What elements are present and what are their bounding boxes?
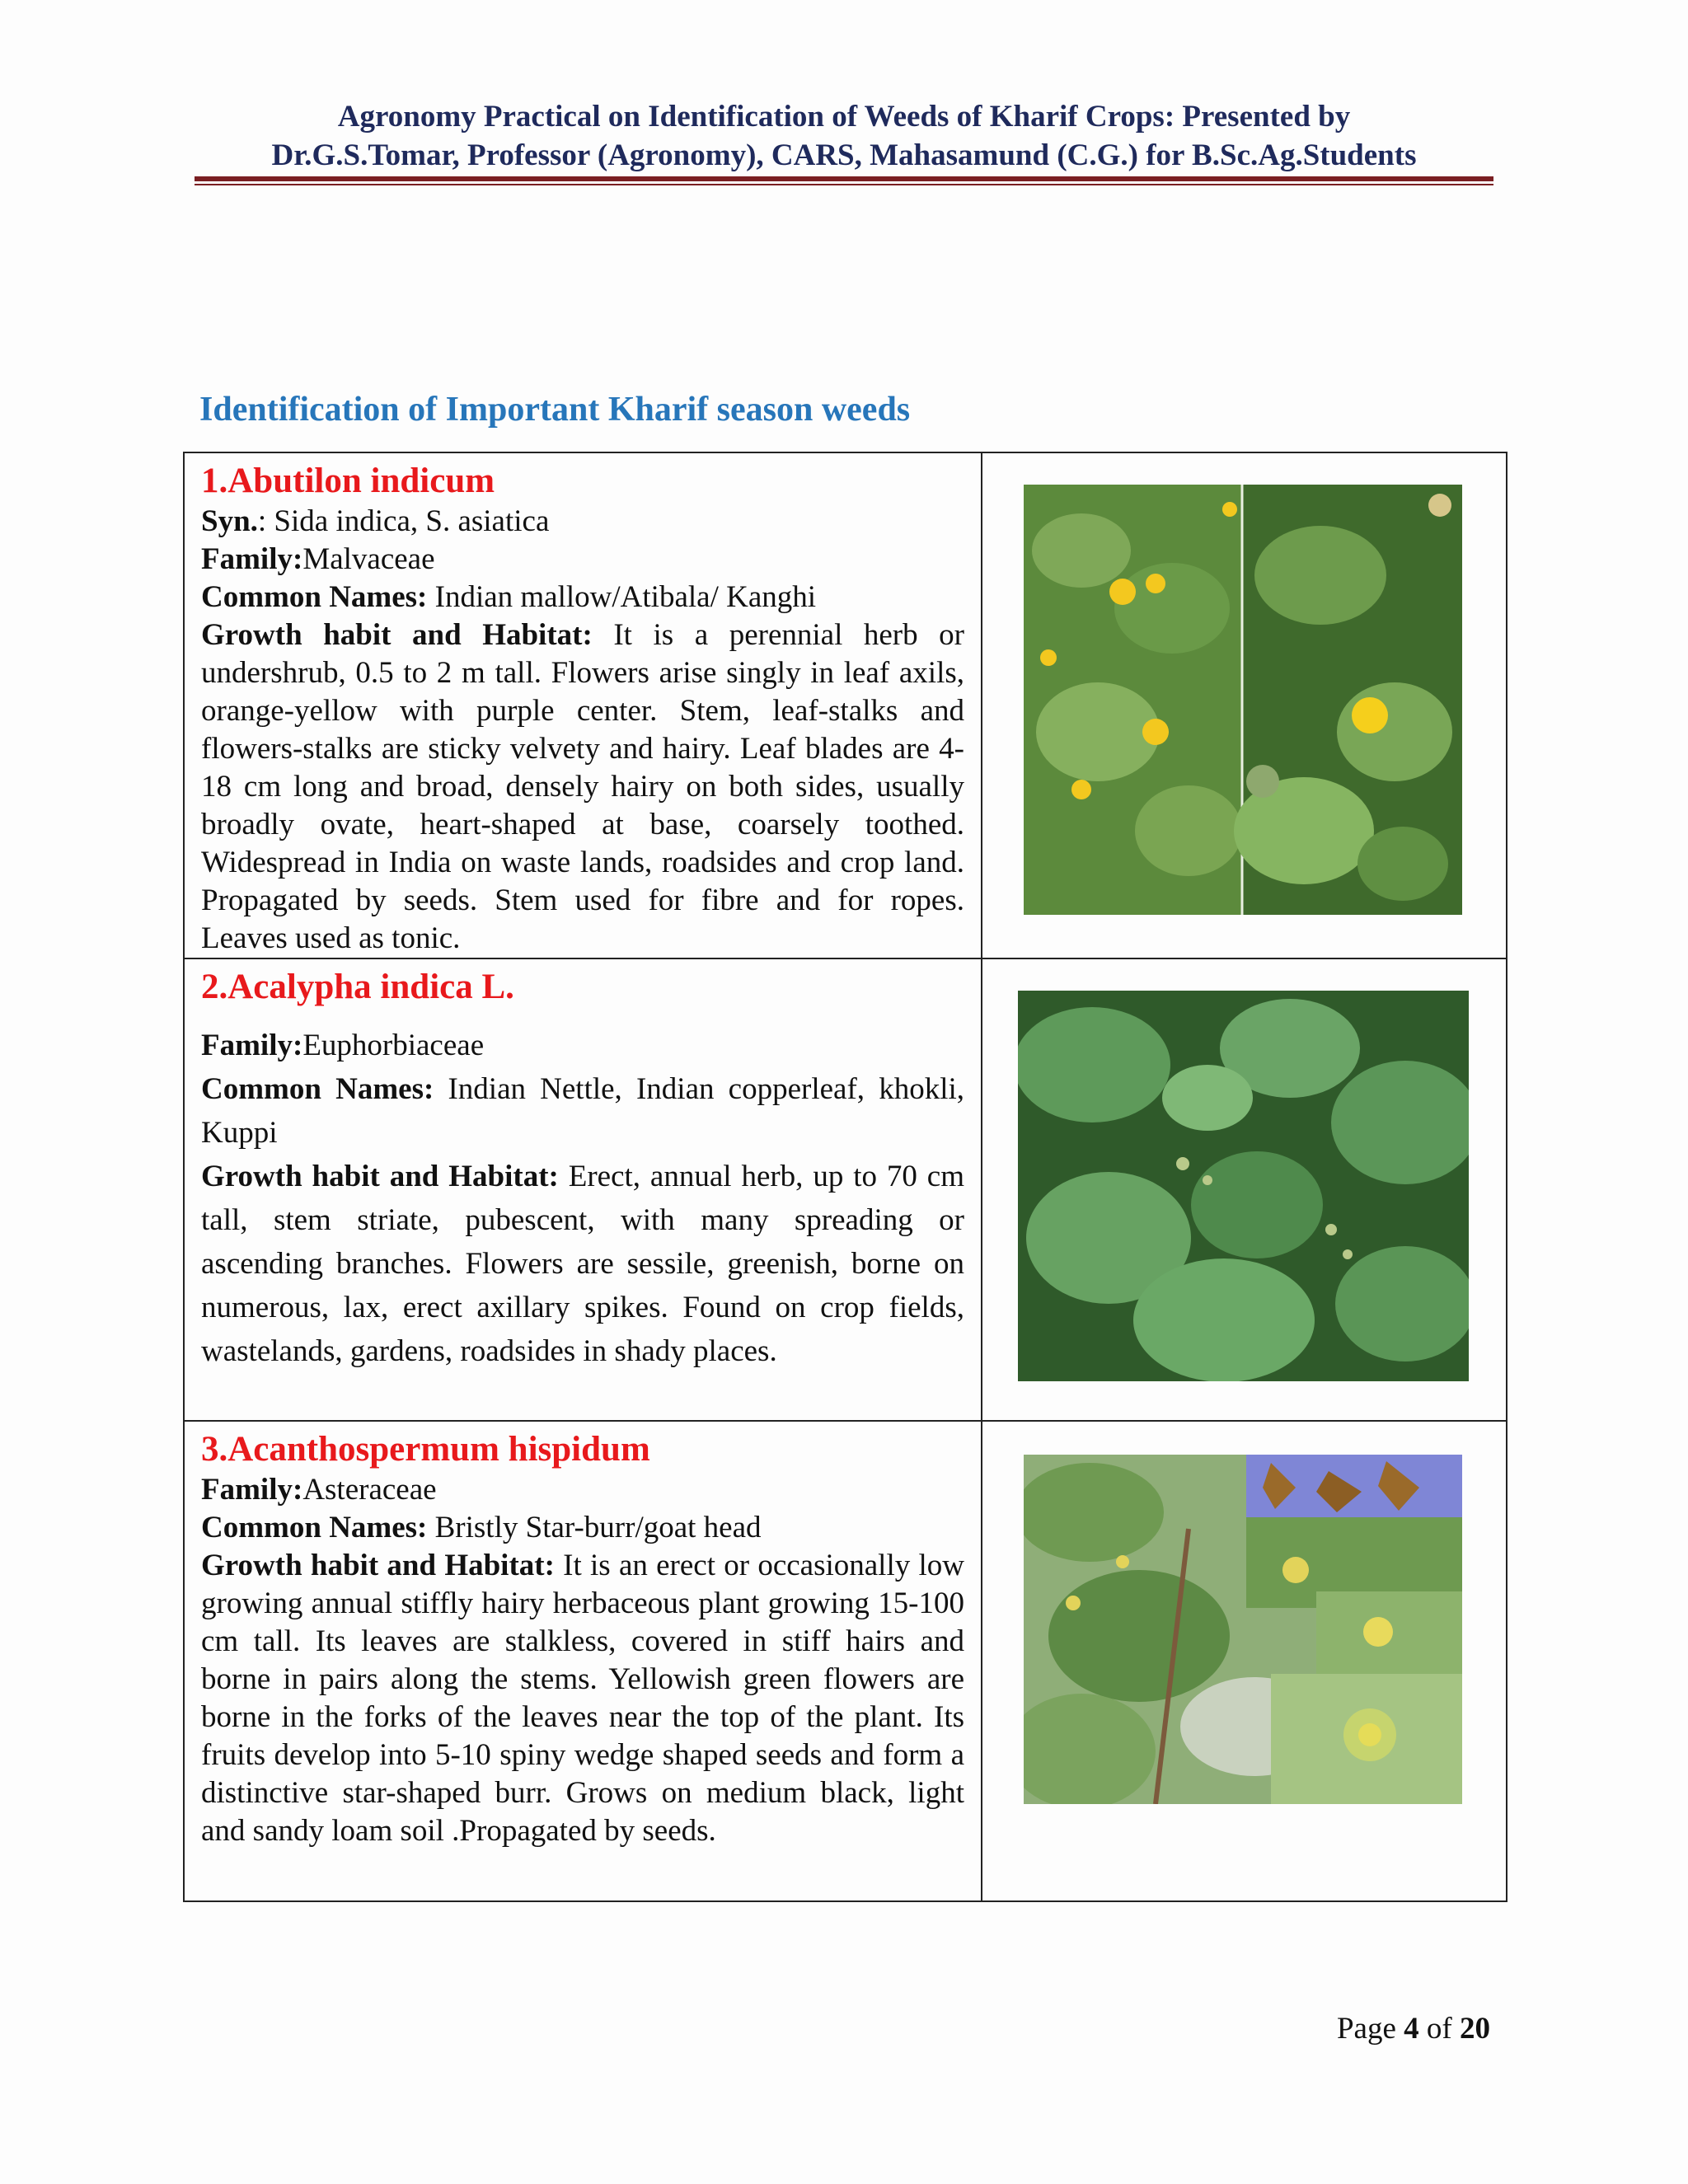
family-value: Asteraceae xyxy=(302,1473,437,1507)
weed-text-cell xyxy=(184,452,982,958)
common-names-value: Indian Nettle, Indian copperleaf, khokli, Kuppi xyxy=(201,1072,965,1150)
common-names-value: Bristly Star-burr/goat head xyxy=(427,1511,762,1544)
weed-image-cell xyxy=(982,958,1507,1421)
header-rule-thin xyxy=(195,184,1493,185)
habit-paragraph xyxy=(201,1547,964,1850)
section-title: Identification of Important Kharif season weeds xyxy=(199,391,911,429)
acalypha-photo xyxy=(1018,991,1469,1381)
page-total: 20 xyxy=(1460,2012,1490,2046)
habit-value: It is a perennial herb or undershrub, 0.5 to 2 m tall. Flowers arise singly in leaf axils, orange-yellow with purple center. Stem, leaf-stalks and flowers-stalks are sticky velvety and hairy. Leaf blades are 4-18 cm long and broad, densely hairy on both sides, usually broadly ovate, heart-shaped at base, coarsely toothed. Widespread in India on waste lands, roadsides and crop land. Propagated by seeds. Stem used for fibre and for ropes. Leaves used as tonic. xyxy=(201,618,964,955)
family-line xyxy=(201,1024,964,1067)
habit-paragraph xyxy=(201,1155,964,1373)
habit-value: It is an erect or occasionally low growing annual stiffly hairy herbaceous plant growing 15-100 cm tall. Its leaves are stalkless, covered in stiff hairs and borne in pairs along the stems. Yellowish green flowers are borne in the forks of the leaves near the top of the plant. Its fruits develop into 5-10 spiny wedge shaped seeds and form a distinctive star-shaped burr. Grows on medium black, light and sandy loam soil .Propagated by seeds. xyxy=(201,1549,964,1848)
weed-name: 3.Acanthospermum hispidum xyxy=(201,1430,650,1469)
weed-text-cell xyxy=(184,958,982,1421)
family-label: Family: xyxy=(201,1473,303,1507)
weed-row xyxy=(184,1421,1507,1901)
common-names-label: Common Names: xyxy=(201,580,428,614)
family-value: Malvaceae xyxy=(302,542,435,576)
weed-text-cell xyxy=(184,1421,982,1901)
acanthospermum-photo xyxy=(1024,1455,1462,1804)
family-value: Euphorbiaceae xyxy=(302,1029,485,1062)
weed-row xyxy=(184,452,1507,958)
page-word: Page xyxy=(1336,2012,1404,2046)
common-names-line xyxy=(201,1509,964,1547)
weeds-table xyxy=(183,452,1507,1902)
page-number xyxy=(1337,2011,1490,2046)
common-names-line xyxy=(201,1067,964,1155)
synonym-label: Syn. xyxy=(201,504,258,538)
synonym-line xyxy=(201,503,964,541)
weed-image-cell xyxy=(982,1421,1507,1901)
habit-label: Growth habit and Habitat: xyxy=(201,1549,555,1582)
family-label: Family: xyxy=(201,1029,303,1062)
family-line xyxy=(201,1471,964,1509)
page-header xyxy=(195,97,1493,175)
weed-image-cell xyxy=(982,452,1507,958)
weed-name: 1.Abutilon indicum xyxy=(201,462,495,500)
header-line-1: Agronomy Practical on Identification of Weeds of Kharif Crops: Presented by xyxy=(337,100,1351,134)
habit-label: Growth habit and Habitat: xyxy=(201,1160,559,1193)
habit-label: Growth habit and Habitat: xyxy=(201,618,593,652)
header-line-2: Dr.G.S.Tomar, Professor (Agronomy), CARS, Mahasamund (C.G.) for B.Sc.Ag.Students xyxy=(271,138,1417,172)
family-line xyxy=(201,541,964,579)
family-label: Family: xyxy=(201,542,303,576)
abutilon-photo xyxy=(1024,485,1462,915)
common-names-value: Indian mallow/Atibala/ Kanghi xyxy=(427,580,817,614)
common-names-label: Common Names: xyxy=(201,1511,428,1544)
weed-name: 2.Acalypha indica L. xyxy=(201,968,514,1006)
header-rule-thick xyxy=(195,176,1493,181)
common-names-label: Common Names: xyxy=(201,1072,434,1106)
habit-paragraph xyxy=(201,616,964,958)
common-names-line xyxy=(201,579,964,616)
habit-value: Erect, annual herb, up to 70 cm tall, stem striate, pubescent, with many spreading or ascending branches. Flowers are sessile, greenish, borne on numerous, lax, erect axillary spikes. Found on crop fields, wastelands, gardens, roadsides in shady places. xyxy=(201,1160,964,1368)
weed-row xyxy=(184,958,1507,1421)
of-word: of xyxy=(1418,2012,1460,2046)
page-current: 4 xyxy=(1404,2012,1419,2046)
synonym-value: : Sida indica, S. asiatica xyxy=(257,504,550,538)
